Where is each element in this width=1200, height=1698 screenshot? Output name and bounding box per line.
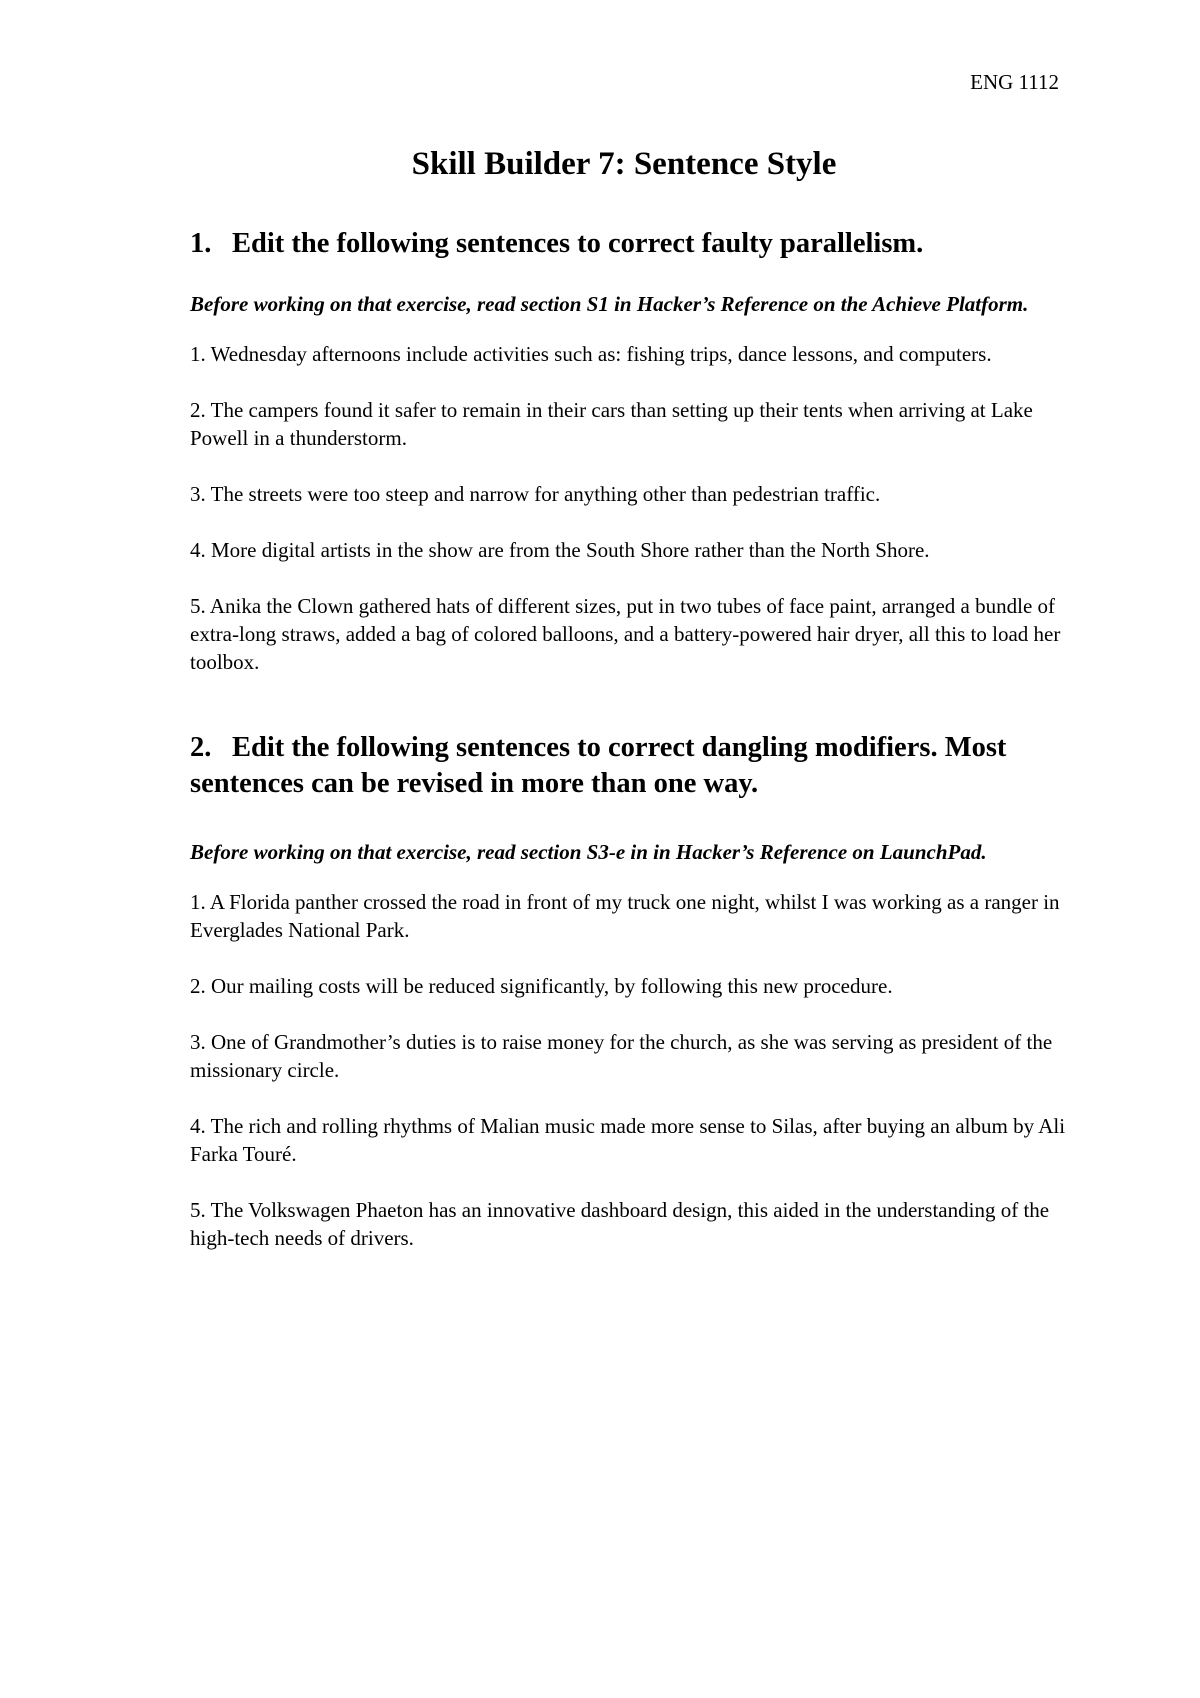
exercise-item: 3. The streets were too steep and narrow for anything other than pedestrian traffic. xyxy=(190,482,881,506)
exercise-item: 2. Our mailing costs will be reduced significantly, by following this new procedure. xyxy=(190,974,893,998)
section-number: 2. xyxy=(190,732,212,763)
exercise-list xyxy=(190,340,1070,676)
section-heading-text: Edit the following sentences to correct dangling modifiers. Most sentences can be revised in more than one way. xyxy=(190,732,1007,799)
page-title: Skill Builder 7: Sentence Style xyxy=(411,146,837,182)
section-number: 1. xyxy=(190,228,212,259)
course-code: ENG 1112 xyxy=(970,70,1059,94)
section-heading-text: Edit the following sentences to correct faulty parallelism. xyxy=(232,228,924,259)
exercise-list xyxy=(190,888,1070,1252)
exercise-item: 1. A Florida panther crossed the road in front of my truck one night, whilst I was working as a ranger in Everglades National Park. xyxy=(190,890,1060,942)
exercise-item: 3. One of Grandmother’s duties is to raise money for the church, as she was serving as president of the missionary circle. xyxy=(190,1030,1053,1082)
exercise-item: 5. Anika the Clown gathered hats of different sizes, put in two tubes of face paint, arranged a bundle of extra-long straws, added a bag of colored balloons, and a battery-powered hair dryer, all this to load her toolbox. xyxy=(190,594,1061,674)
section-instruction: Before working on that exercise, read section S1 in Hacker’s Reference on the Achieve Platform. xyxy=(190,292,1029,316)
exercise-item: 1. Wednesday afternoons include activities such as: fishing trips, dance lessons, and computers. xyxy=(190,342,992,366)
section-heading xyxy=(190,226,1070,262)
exercise-item: 4. The rich and rolling rhythms of Malian music made more sense to Silas, after buying an album by Ali Farka Touré. xyxy=(190,1114,1066,1166)
exercise-item: 4. More digital artists in the show are from the South Shore rather than the North Shore. xyxy=(190,538,930,562)
section-parallelism xyxy=(190,226,1070,676)
document-body xyxy=(190,226,1070,1252)
section-dangling-modifiers xyxy=(190,730,1070,1252)
exercise-item: 5. The Volkswagen Phaeton has an innovative dashboard design, this aided in the understanding of the high-tech needs of drivers. xyxy=(190,1198,1050,1250)
exercise-item: 2. The campers found it safer to remain in their cars than setting up their tents when arriving at Lake Powell in a thunderstorm. xyxy=(190,398,1033,450)
section-heading xyxy=(190,730,1070,802)
section-instruction: Before working on that exercise, read section S3-e in in Hacker’s Reference on LaunchPad. xyxy=(190,840,987,864)
